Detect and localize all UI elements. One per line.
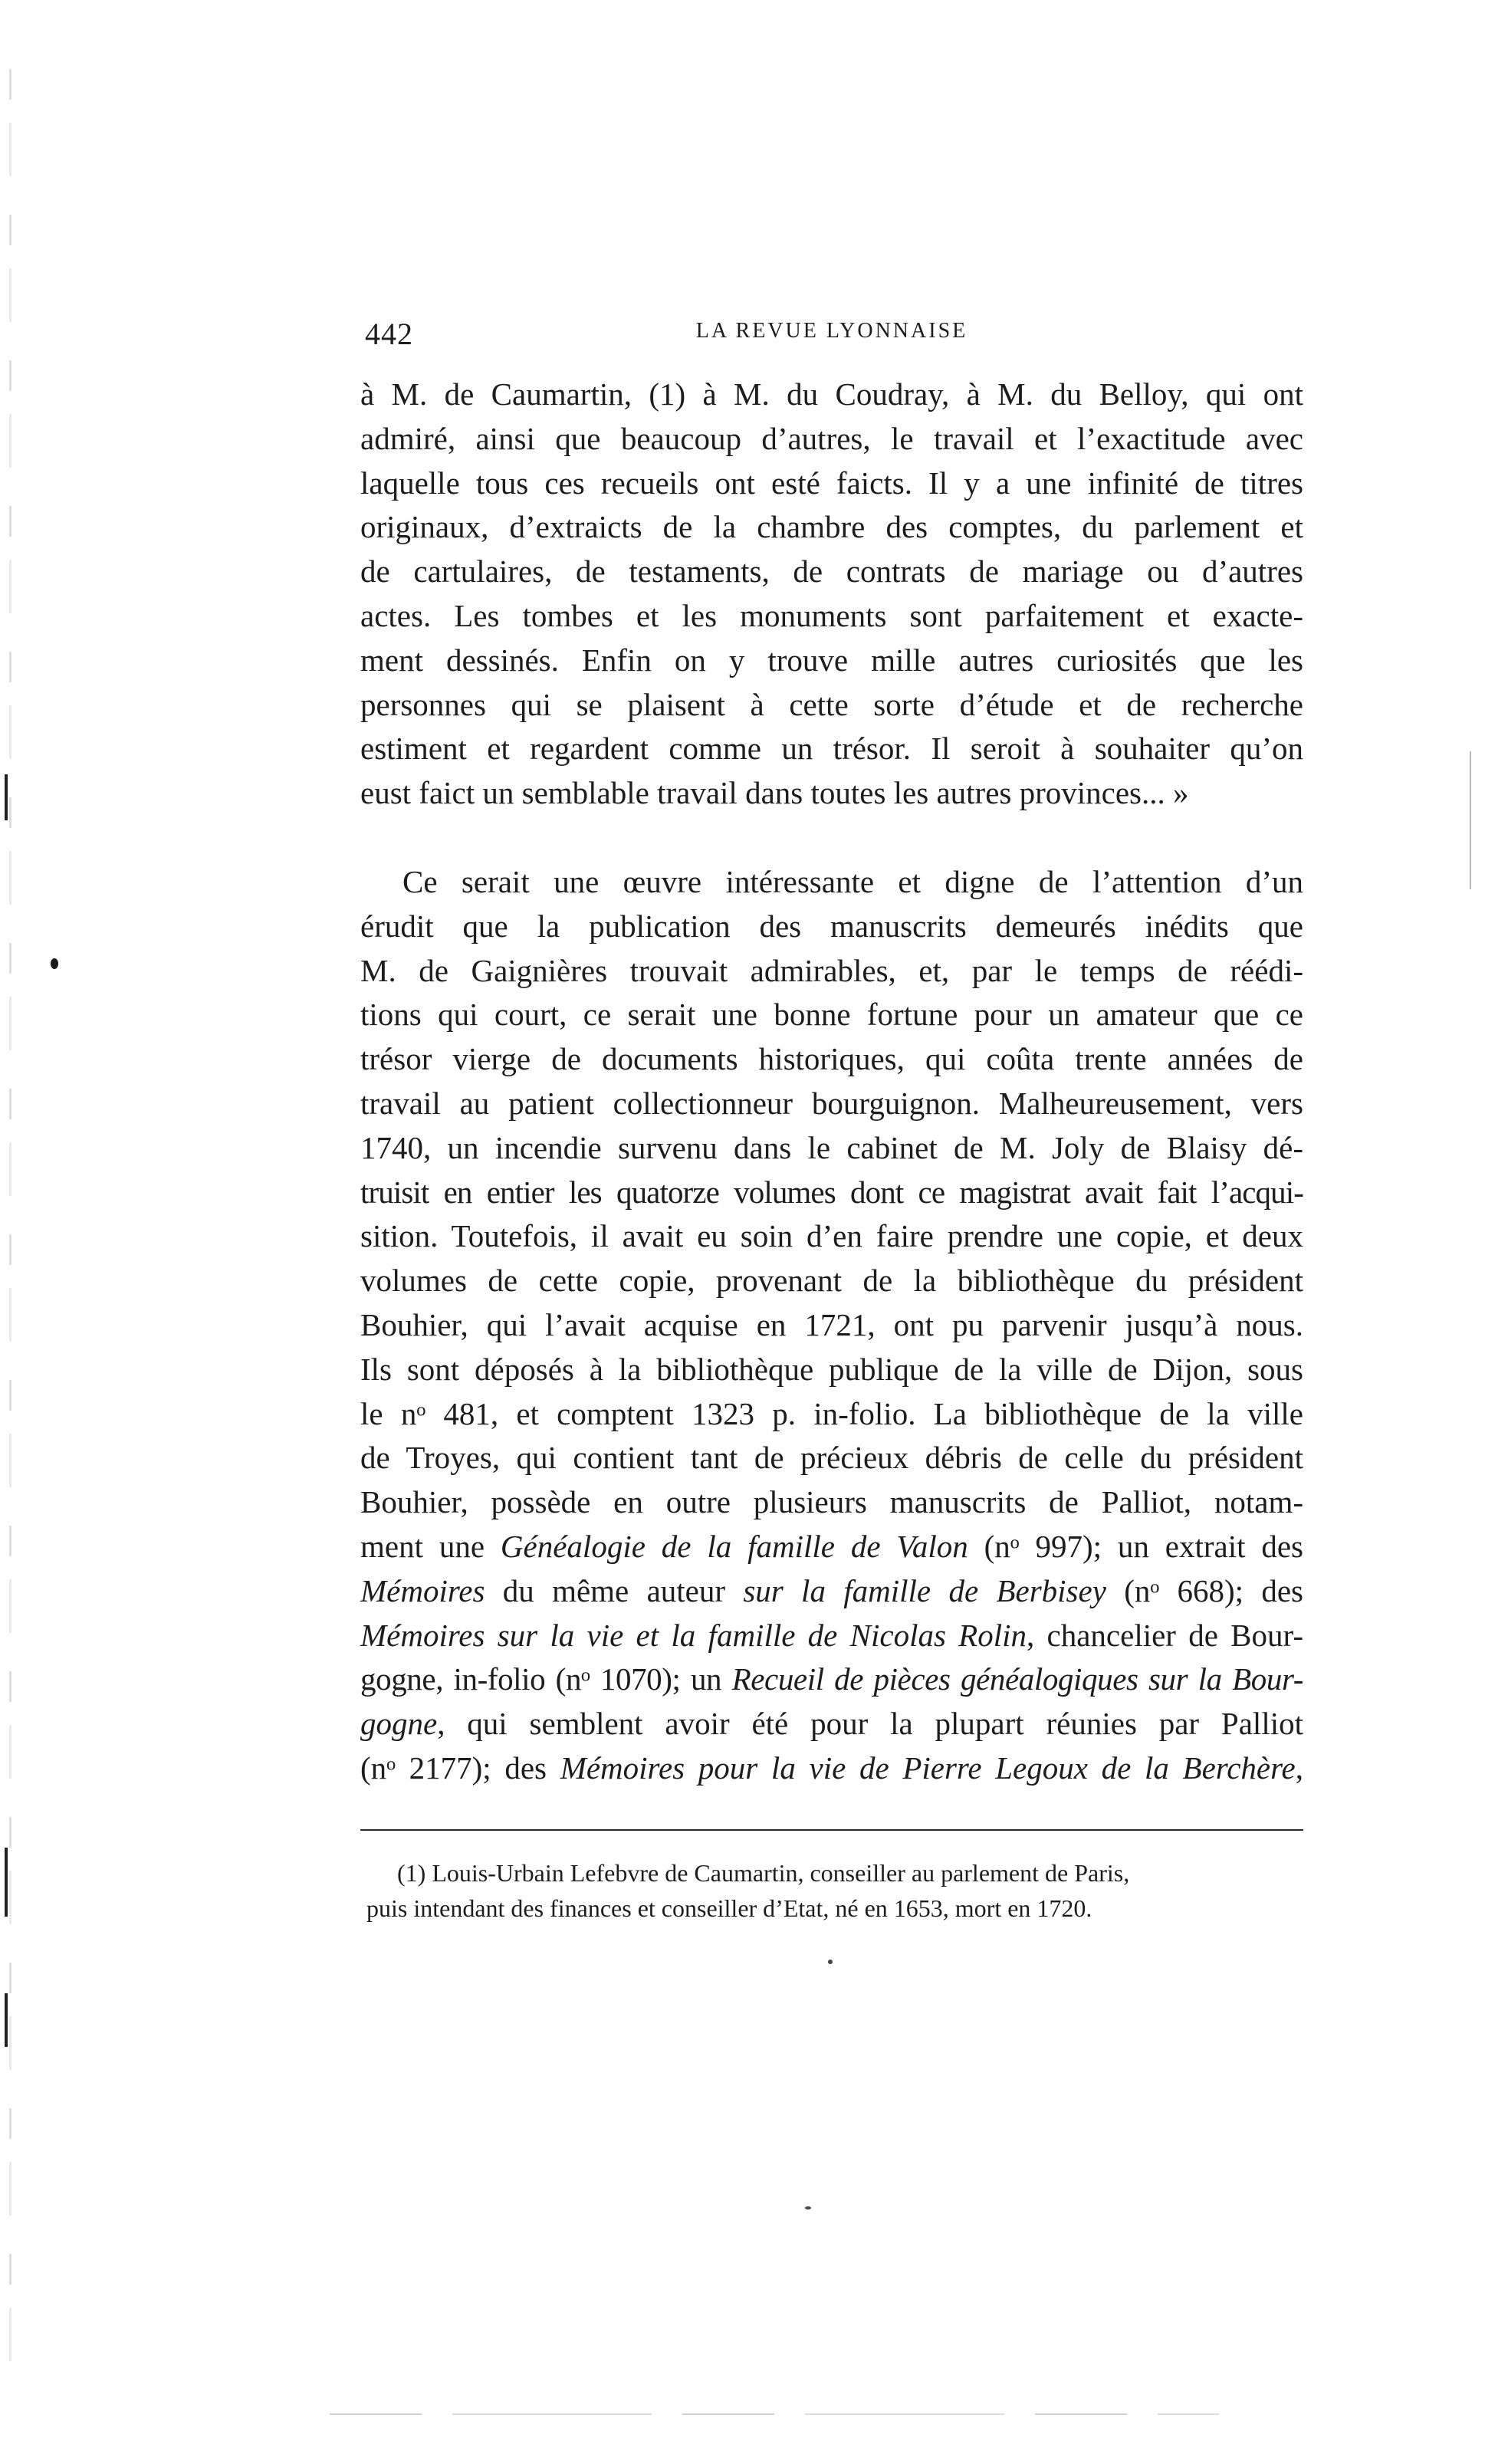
italic-title: Généalogie de la famille de Valon [500, 1528, 968, 1564]
text-line: érudit que la publication des manuscrits demeurés inédits que [360, 908, 1303, 944]
footnotes [366, 1855, 1303, 1926]
italic-title: gogne [360, 1706, 438, 1742]
text-line: M. de Gaignières trouvait admirables, et, par le temps de réédi- [360, 952, 1303, 988]
italic-title: Mémoires sur la vie et la famille de Nicolas Rolin [360, 1617, 1027, 1653]
text-line: admiré, ainsi que beaucoup d’autres, le travail et l’exactitude avec [360, 420, 1303, 456]
text-line: eust faict un semblable travail dans toutes les autres provinces... » [360, 775, 1189, 811]
page-number: 442 [365, 317, 413, 351]
scan-mark [5, 1848, 8, 1917]
page-speck [828, 1960, 833, 1964]
scan-mark [5, 774, 8, 820]
text-run: (nᵒ 2177); des [360, 1749, 560, 1786]
text-line: ment dessinés. Enfin on y trouve mille autres curiosités que les [360, 642, 1303, 678]
text-line: le nᵒ 481, et comptent 1323 p. in-folio. La bibliothèque de la ville [360, 1395, 1303, 1431]
scan-mark [5, 1993, 8, 2047]
footnote-line: puis intendant des finances et conseiller d’Etat, né en 1653, mort en 1720. [366, 1894, 1092, 1922]
page-speck [805, 2206, 811, 2209]
italic-title: Mémoires [360, 1572, 485, 1608]
text-line: volumes de cette copie, provenant de la bibliothèque du président [360, 1263, 1303, 1299]
text-line [360, 1569, 1303, 1614]
text-line [360, 1746, 1303, 1791]
text-line: trésor vierge de documents historiques, qui coûta trente années de [360, 1041, 1303, 1077]
text-line: tions qui court, ce serait une bonne fortune pour un amateur que ce [360, 997, 1303, 1033]
text-line: Bouhier, qui l’avait acquise en 1721, ont pu parvenir jusqu’à nous. [360, 1306, 1303, 1342]
text-run: , qui semblent avoir été pour la plupart réunies par Palliot [437, 1706, 1303, 1742]
text-line: Ce serait une œuvre intéressante et digne de l’attention d’un [402, 863, 1303, 899]
text-run: du même auteur [485, 1572, 744, 1608]
text-line: laquelle tous ces recueils ont esté faicts. Il y a une infinité de titres [360, 465, 1303, 501]
text-line: estiment et regardent comme un trésor. Il seroit à souhaiter qu’on [360, 731, 1303, 767]
footnote-rule [360, 1829, 1303, 1831]
text-run: ment une [360, 1528, 501, 1564]
text-run: (nᵒ 997); un extrait des [968, 1528, 1303, 1564]
text-line [360, 1702, 1303, 1746]
text-line: de Troyes, qui contient tant de précieux débris de celle du président [360, 1440, 1303, 1476]
scan-edge-right [1470, 751, 1471, 889]
body-text [360, 373, 1303, 1791]
text-run: , [1295, 1749, 1303, 1786]
text-run: gogne, in-folio (nᵒ 1070); un [360, 1661, 732, 1697]
scan-edge-left [9, 69, 11, 2400]
text-line [360, 1614, 1303, 1658]
text-line: Bouhier, possède en outre plusieurs manuscrits de Palliot, notam- [360, 1484, 1303, 1520]
text-line: travail au patient collectionneur bourguignon. Malheureusement, vers [360, 1085, 1303, 1121]
text-run: (nᵒ 668); des [1106, 1572, 1303, 1608]
text-line: à M. de Caumartin, (1) à M. du Coudray, à M. du Belloy, qui ont [360, 376, 1303, 412]
footnote-line: (1) Louis-Urbain Lefebvre de Caumartin, conseiller au parlement de Paris, [397, 1859, 1130, 1887]
text-line: 1740, un incendie survenu dans le cabinet de M. Joly de Blaisy dé- [360, 1129, 1303, 1165]
text-line: truisit en entier les quatorze volumes dont ce magistrat avait fait l’acqui- [360, 1174, 1303, 1210]
text-run: , chancelier de Bour- [1027, 1617, 1303, 1653]
text-line: personnes qui se plaisent à cette sorte d’étude et de recherche [360, 686, 1303, 722]
page-header [360, 307, 1303, 360]
italic-title: Mémoires pour la vie de Pierre Legoux de la Berchère [560, 1749, 1296, 1786]
italic-title: sur la famille de Berbisey [743, 1572, 1106, 1608]
text-line: actes. Les tombes et les monuments sont parfaitement et exacte- [360, 597, 1303, 633]
text-line: de cartulaires, de testaments, de contrats de mariage ou d’autres [360, 554, 1303, 590]
italic-title: Recueil de pièces généalogiques sur la Bour- [731, 1661, 1303, 1697]
text-line: sition. Toutefois, il avait eu soin d’en faire prendre une copie, et deux [360, 1218, 1303, 1254]
scan-edge-bottom [330, 2413, 1219, 2415]
margin-speck [51, 958, 58, 969]
text-line [360, 1657, 1303, 1702]
paragraph-gap [360, 816, 1303, 860]
text-line: originaux, d’extraicts de la chambre des comptes, du parlement et [360, 509, 1303, 545]
text-line: Ils sont déposés à la bibliothèque publique de la ville de Dijon, sous [360, 1351, 1303, 1387]
text-line [360, 1525, 1303, 1569]
running-head: LA REVUE LYONNAISE [695, 319, 968, 343]
